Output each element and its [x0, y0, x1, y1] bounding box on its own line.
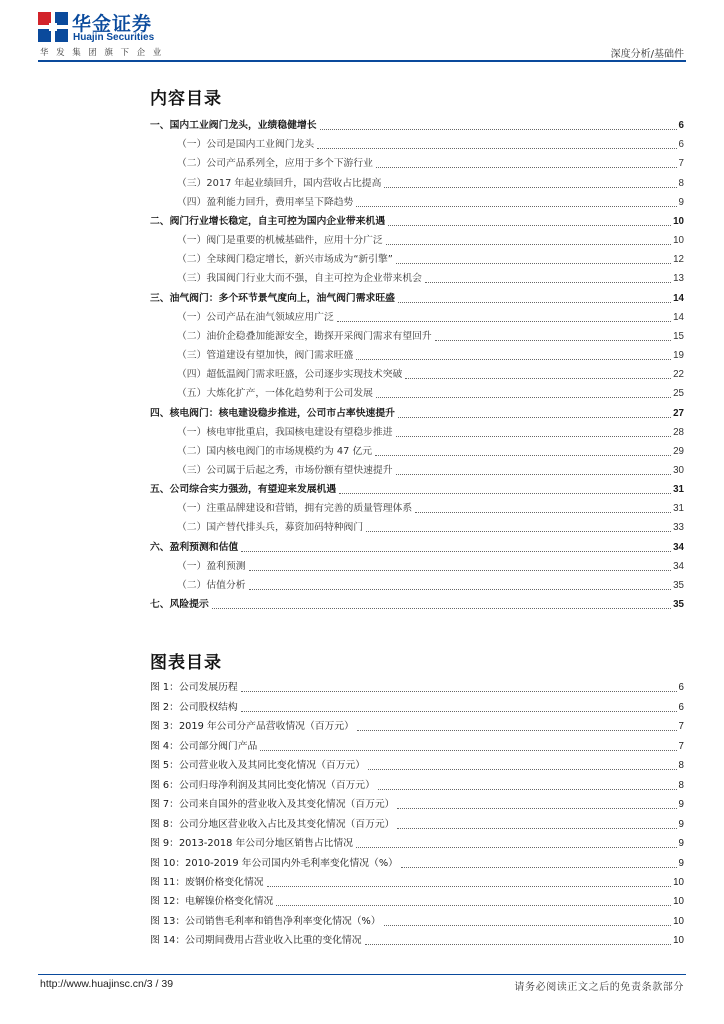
- company-name-cn: 华金证券: [72, 13, 153, 35]
- dot-leader: [376, 167, 677, 168]
- toc-entry[interactable]: [150, 676, 684, 695]
- dot-leader: [368, 769, 676, 770]
- disclaimer-note: 请务必阅读正文之后的免责条款部分: [514, 982, 684, 993]
- dot-leader: [366, 531, 671, 532]
- toc-entry-page: 9: [678, 196, 684, 208]
- toc-entry[interactable]: [150, 171, 684, 190]
- toc-entry[interactable]: [150, 793, 684, 812]
- dot-leader: [435, 340, 671, 341]
- toc-entry[interactable]: [150, 715, 684, 734]
- dot-leader: [241, 691, 677, 692]
- page-header: [0, 0, 724, 62]
- toc-entry[interactable]: [150, 229, 684, 248]
- dot-leader: [397, 808, 676, 809]
- toc-entry-label: （二）油价企稳叠加能源安全，勘探开采阀门需求有望回升: [177, 330, 432, 342]
- dot-leader: [276, 905, 671, 906]
- toc-entry-label: 二、阀门行业增长稳定，自主可控为国内企业带来机遇: [150, 215, 386, 227]
- toc-entry-label: 图 14：公司期间费用占营业收入比重的变化情况: [150, 935, 362, 947]
- toc-entry-page: 10: [673, 235, 684, 247]
- toc-entry-label: （四）超低温阀门需求旺盛，公司逐步实现技术突破: [177, 369, 403, 381]
- toc-entry-label: （三）管道建设有望加快，阀门需求旺盛: [177, 350, 354, 362]
- dot-leader: [376, 397, 671, 398]
- toc-entry-label: 六、盈利预测和估值: [150, 541, 239, 553]
- toc-entry-page: 6: [678, 701, 684, 713]
- toc-entry-page: 9: [678, 799, 684, 811]
- toc-entry[interactable]: [150, 152, 684, 171]
- toc-entry-label: 五、公司综合实力强劲，有望迎来发展机遇: [150, 484, 337, 496]
- toc-entry-label: 图 10：2010-2019 年公司国内外毛利率变化情况（%）: [150, 857, 398, 869]
- dot-leader: [317, 148, 676, 149]
- toc-entry-page: 27: [673, 407, 684, 419]
- toc-entry[interactable]: [150, 574, 684, 593]
- toc-entry-page: 7: [678, 740, 684, 752]
- dot-leader: [337, 321, 671, 322]
- toc-entry[interactable]: [150, 812, 684, 831]
- dot-leader: [386, 244, 671, 245]
- toc-entry-page: 7: [678, 158, 684, 170]
- toc-entry-label: 图 13：公司销售毛利率和销售净利率变化情况（%）: [150, 915, 381, 927]
- toc-entry-label: （二）全球阀门稳定增长，新兴市场成为“新引擎”: [177, 254, 393, 266]
- dot-leader: [396, 263, 671, 264]
- dot-leader: [249, 589, 672, 590]
- toc-entry[interactable]: [150, 267, 684, 286]
- toc-entry-label: （五）大炼化扩产，一体化趋势利于公司发展: [177, 388, 373, 400]
- toc-entry-page: 30: [673, 464, 684, 476]
- toc-entry-label: （一）盈利预测: [177, 560, 246, 572]
- toc-entry-page: 10: [673, 935, 684, 947]
- toc-entry-page: 31: [673, 484, 684, 496]
- toc-entry[interactable]: [150, 401, 684, 420]
- footer-divider: [38, 974, 686, 975]
- toc-entry-page: 10: [673, 915, 684, 927]
- dot-leader: [378, 789, 677, 790]
- toc-entry-page: 10: [673, 215, 684, 227]
- toc-entry-page: 35: [673, 599, 684, 611]
- dot-leader: [396, 436, 672, 437]
- dot-leader: [388, 225, 671, 226]
- toc-entry[interactable]: [150, 344, 684, 363]
- dot-leader: [384, 187, 676, 188]
- dot-leader: [260, 750, 676, 751]
- dot-leader: [212, 608, 671, 609]
- toc-entry-page: 13: [673, 273, 684, 285]
- toc-entry-page: 6: [678, 682, 684, 694]
- toc-entry-label: （二）国内核电阀门的市场规模约为 47 亿元: [177, 445, 373, 457]
- dot-leader: [249, 570, 672, 571]
- toc-entry[interactable]: [150, 286, 684, 305]
- dot-leader: [405, 378, 671, 379]
- toc-entry-label: 四、核电阀门：核电建设稳步推进，公司市占率快速提升: [150, 407, 395, 419]
- toc-entry-page: 7: [678, 721, 684, 733]
- toc-entry-label: 图 1：公司发展历程: [150, 682, 238, 694]
- toc-entry-page: 33: [673, 522, 684, 534]
- toc-entry-label: （一）阀门是重要的机械基础件，应用十分广泛: [177, 235, 383, 247]
- toc-entry-label: 图 3：2019 年公司分产品营收情况（百万元）: [150, 721, 354, 733]
- toc-entry-page: 8: [678, 177, 684, 189]
- toc-entry[interactable]: [150, 871, 684, 890]
- toc-entry-label: （二）公司产品系列全，应用于多个下游行业: [177, 158, 373, 170]
- toc-entry[interactable]: [150, 382, 684, 401]
- toc-entry-label: 图 9：2013-2018 年公司分地区销售占比情况: [150, 838, 354, 850]
- figures-title: 图表目录: [150, 653, 222, 673]
- toc-entry[interactable]: [150, 754, 684, 773]
- toc-entry-page: 15: [673, 330, 684, 342]
- toc-entry[interactable]: [150, 535, 684, 554]
- toc-entry[interactable]: [150, 890, 684, 909]
- toc-entry[interactable]: [150, 909, 684, 928]
- toc-entry-page: 6: [678, 139, 684, 151]
- figures-list: [150, 676, 684, 948]
- toc-entry[interactable]: [150, 421, 684, 440]
- toc-entry-page: 9: [678, 838, 684, 850]
- toc-entry[interactable]: [150, 851, 684, 870]
- toc-entry-page: 34: [673, 560, 684, 572]
- toc-entry-page: 31: [673, 503, 684, 515]
- toc-entry-label: 图 11：废钢价格变化情况: [150, 876, 264, 888]
- toc-entry[interactable]: [150, 306, 684, 325]
- toc-entry[interactable]: [150, 363, 684, 382]
- toc-entry-page: 28: [673, 426, 684, 438]
- contents-list: [150, 114, 684, 612]
- toc-entry-label: 图 8：公司分地区营业收入占比及其变化情况（百万元）: [150, 818, 395, 830]
- toc-entry-label: 图 4：公司部分阀门产品: [150, 740, 258, 752]
- toc-entry-page: 10: [673, 896, 684, 908]
- toc-entry-label: （一）核电审批重启，我国核电建设有望稳步推进: [177, 426, 393, 438]
- contents-title: 内容目录: [150, 89, 222, 109]
- header-divider: [38, 60, 686, 62]
- toc-entry[interactable]: [150, 210, 684, 229]
- toc-entry-page: 35: [673, 579, 684, 591]
- dot-leader: [384, 925, 671, 926]
- toc-entry[interactable]: [150, 929, 684, 948]
- dot-leader: [375, 455, 671, 456]
- toc-entry-label: 图 7：公司来自国外的营业收入及其变化情况（百万元）: [150, 799, 395, 811]
- toc-entry[interactable]: [150, 695, 684, 714]
- dot-leader: [356, 206, 676, 207]
- toc-entry-label: 一、国内工业阀门龙头，业绩稳健增长: [150, 120, 317, 132]
- toc-entry[interactable]: [150, 773, 684, 792]
- dot-leader: [320, 129, 677, 130]
- toc-entry[interactable]: [150, 478, 684, 497]
- toc-entry[interactable]: [150, 497, 684, 516]
- toc-entry[interactable]: [150, 114, 684, 133]
- toc-entry-page: 22: [673, 369, 684, 381]
- dot-leader: [425, 282, 671, 283]
- dot-leader: [398, 417, 671, 418]
- huajin-logo-icon: [38, 12, 68, 42]
- toc-entry-page: 8: [678, 760, 684, 772]
- group-affiliation: 华发集团旗下企业: [40, 48, 169, 58]
- dot-leader: [397, 828, 676, 829]
- toc-entry-page: 6: [678, 120, 684, 132]
- toc-entry[interactable]: [150, 734, 684, 753]
- toc-entry[interactable]: [150, 516, 684, 535]
- toc-entry-label: 图 5：公司营业收入及其同比变化情况（百万元）: [150, 760, 366, 772]
- toc-entry-label: 七、风险提示: [150, 599, 209, 611]
- toc-entry[interactable]: [150, 440, 684, 459]
- toc-entry-label: （三）我国阀门行业大而不强，自主可控为企业带来机会: [177, 273, 422, 285]
- dot-leader: [398, 302, 671, 303]
- dot-leader: [415, 512, 671, 513]
- toc-entry-label: 图 12：电解镍价格变化情况: [150, 896, 274, 908]
- toc-entry-label: （二）估值分析: [177, 579, 246, 591]
- toc-entry-page: 10: [673, 876, 684, 888]
- toc-entry-label: （一）公司产品在油气领域应用广泛: [177, 311, 334, 323]
- dot-leader: [357, 730, 677, 731]
- dot-leader: [396, 474, 672, 475]
- document-type: 深度分析/基础件: [610, 49, 684, 60]
- toc-entry-label: 图 2：公司股权结构: [150, 701, 238, 713]
- toc-entry[interactable]: [150, 555, 684, 574]
- dot-leader: [401, 867, 677, 868]
- toc-entry-label: （二）国产替代排头兵，募资加码特种阀门: [177, 522, 364, 534]
- footer-url[interactable]: http://www.huajinsc.cn/3 / 39: [40, 978, 174, 990]
- toc-entry[interactable]: [150, 325, 684, 344]
- toc-entry-label: （一）公司是国内工业阀门龙头: [177, 139, 315, 151]
- toc-entry[interactable]: [150, 248, 684, 267]
- company-name-en: Huajin Securities: [73, 32, 155, 43]
- dot-leader: [267, 886, 672, 887]
- toc-entry-page: 9: [678, 857, 684, 869]
- dot-leader: [356, 847, 677, 848]
- toc-entry-page: 29: [673, 445, 684, 457]
- dot-leader: [241, 551, 671, 552]
- dot-leader: [365, 944, 672, 945]
- toc-entry[interactable]: [150, 191, 684, 210]
- toc-entry-page: 12: [673, 254, 684, 266]
- toc-entry-label: （一）注重品牌建设和营销，拥有完善的质量管理体系: [177, 503, 413, 515]
- toc-entry-label: （三）2017 年起业绩回升，国内营收占比提高: [177, 177, 382, 189]
- toc-entry[interactable]: [150, 133, 684, 152]
- dot-leader: [241, 711, 677, 712]
- toc-entry[interactable]: [150, 459, 684, 478]
- toc-entry-page: 34: [673, 541, 684, 553]
- toc-entry[interactable]: [150, 593, 684, 612]
- toc-entry-label: 三、油气阀门：多个环节景气度向上，油气阀门需求旺盛: [150, 292, 395, 304]
- toc-entry[interactable]: [150, 832, 684, 851]
- toc-entry-label: （三）公司属于后起之秀，市场份额有望快速提升: [177, 464, 393, 476]
- toc-entry-page: 8: [678, 779, 684, 791]
- toc-entry-page: 14: [673, 311, 684, 323]
- toc-entry-page: 25: [673, 388, 684, 400]
- toc-entry-page: 9: [678, 818, 684, 830]
- toc-entry-label: 图 6：公司归母净利润及其同比变化情况（百万元）: [150, 779, 375, 791]
- dot-leader: [339, 493, 671, 494]
- toc-entry-page: 19: [673, 350, 684, 362]
- toc-entry-page: 14: [673, 292, 684, 304]
- dot-leader: [356, 359, 671, 360]
- toc-entry-label: （四）盈利能力回升，费用率呈下降趋势: [177, 196, 354, 208]
